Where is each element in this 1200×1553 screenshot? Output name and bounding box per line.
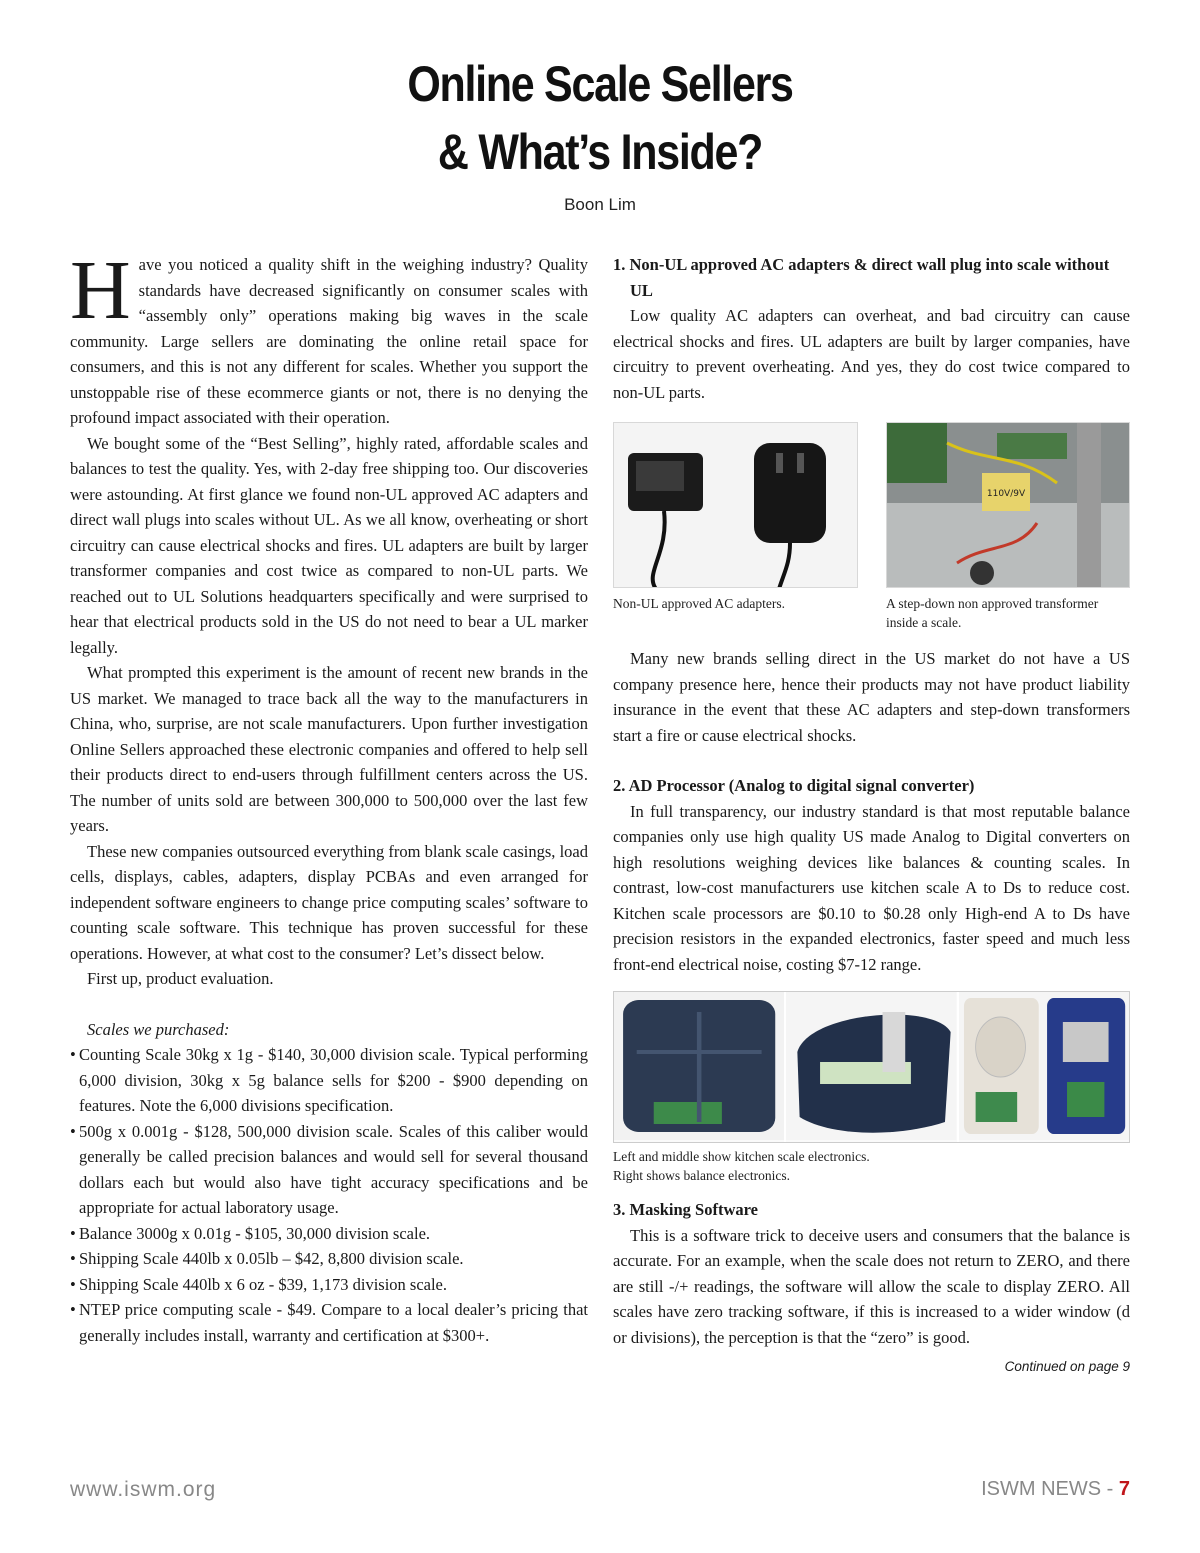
author-byline: Boon Lim xyxy=(564,195,636,214)
list-item: • NTEP price computing scale - $49. Compare to a local dealer’s pricing that generally includes install, warranty and certification at $300+. xyxy=(70,1297,588,1348)
intro-paragraph xyxy=(70,244,588,431)
figure-row-adapters xyxy=(613,422,1130,636)
scale-housing-icon xyxy=(614,992,784,1140)
page-number: 7 xyxy=(1118,1478,1130,1500)
section-1-text: Low quality AC adapters can overheat, and bad circuitry can cause electrical shocks and fires. UL adapters are built by larger companies, have circuitry to prevent overheating. And yes, they do cost twice compared to non-UL parts. xyxy=(613,306,1130,402)
section-3-text: This is a software trick to deceive users and consumers that the balance is accurate. For an example, when the scale does not return to ZERO, and there are still -/+ readings, the software will allow the scale to display ZERO. All scales have zero tracking software, if this is increased to a wider window (d or divisions), the perception is that the “zero” is good. xyxy=(613,1225,1130,1347)
list-item: • Counting Scale 30kg x 1g - $140, 30,000 division scale. Typical performing 6,000 division, 30kg x 5g balance sells for $200 - $900 depending on features. Note the 6,000 divisions specification. xyxy=(70,1042,588,1119)
caption-transformer: A step-down non approved transformer inside a scale. xyxy=(886,596,1099,630)
kitchen-scale-photo-left xyxy=(614,992,786,1142)
caption-electronics-line-2: Right shows balance electronics. xyxy=(613,1168,790,1183)
footer-news-label: ISWM NEWS - xyxy=(981,1478,1119,1500)
figure-adapters xyxy=(613,422,858,613)
scale-housing-icon xyxy=(786,992,956,1140)
paragraph-3: What prompted this experiment is the amount of recent new brands in the US market. We managed to trace back all the way to the manufacturers in China, who, surprise, are not scale manufacturers. Upon further investigation Online Sellers approached these electronic companies and offered to help sell their products direct to end-users through fulfillment centers across the US. The number of units sold are between 300,000 to 500,000 over the last few years. xyxy=(70,663,588,835)
paragraph-5: First up, product evaluation. xyxy=(87,969,274,988)
title-line-1: Online Scale Sellers xyxy=(407,56,793,112)
caption-electronics xyxy=(613,1147,1130,1185)
adapter-icon xyxy=(614,423,858,588)
section-heading-1: 1. Non-UL approved AC adapters & direct wall plug into scale without UL xyxy=(613,255,1110,300)
circuit-board-icon xyxy=(887,423,1130,588)
transformer-photo xyxy=(886,422,1130,588)
footer-publication xyxy=(981,1478,1130,1501)
caption-adapters: Non-UL approved AC adapters. xyxy=(613,596,785,611)
section-heading-2: 2. AD Processor (Analog to digital signal converter) xyxy=(613,776,975,795)
right-column xyxy=(613,252,1130,1380)
left-column xyxy=(70,244,588,1348)
article-title xyxy=(0,50,1200,186)
intro-text: ave you noticed a quality shift in the weighing industry? Quality standards have decreased significantly on consumer scales with “assembly only” operations making big waves in the scale community. Large sellers are dominating the online retail space for consumers, and this is not any different for scales. Whether you support the unstoppable rise of these ecommerce giants or not, there is no denying the profound impact associated with their operation. xyxy=(70,255,588,427)
list-heading: Scales we purchased: xyxy=(87,1019,230,1039)
list-item: • Shipping Scale 440lb x 6 oz - $39, 1,173 division scale. xyxy=(70,1272,588,1298)
figure-transformer xyxy=(886,422,1130,632)
list-item: • 500g x 0.001g - $128, 500,000 division scale. Scales of this caliber would generally be called precision balances and would sell for several thousand dollars each but would also have tight accuracy specifications and be appropriate for actual laboratory usage. xyxy=(70,1119,588,1221)
paragraph-4: These new companies outsourced everything from blank scale casings, load cells, displays, cables, adapters, display PCBAs and even arranged for independent software engineers to change price computing scales’ software to counting scale software. This technique has proven successful for these operations. However, at what cost to the consumer? Let’s dissect below. xyxy=(70,841,588,963)
list-item: • Shipping Scale 440lb x 0.05lb – $42, 8,800 division scale. xyxy=(70,1246,588,1272)
title-line-2: & What’s Inside? xyxy=(437,124,763,180)
footer-website: www.iswm.org xyxy=(70,1478,217,1501)
section-heading-3: 3. Masking Software xyxy=(613,1200,758,1219)
caption-electronics-line-1: Left and middle show kitchen scale electronics. xyxy=(613,1149,870,1164)
kitchen-scale-photo-middle xyxy=(786,992,958,1142)
section-2-text: In full transparency, our industry standard is that most reputable balance companies only use high quality US made Analog to Digital converters on high resolutions weighing devices like balances & counting scales. In contrast, low-cost manufacturers use kitchen scale A to Ds to reduce cost. Kitchen scale processors are $0.10 to $0.28 only High-end A to Ds have precision resistors in the expanded electronics, faster speed and much less front-end electrical noise, costing $7-12 range. xyxy=(613,801,1130,974)
balance-photo-right xyxy=(959,992,1129,1142)
adapters-photo xyxy=(613,422,858,588)
figure-electronics xyxy=(613,991,1130,1143)
transformer-label: 110V/9V xyxy=(986,489,1026,499)
section-1-followup: Many new brands selling direct in the US market do not have a US company presence here, hence their products may not have product liability insurance in the event that these AC adapters and step-down transformers start a fire or cause electrical shocks. xyxy=(613,649,1130,745)
list-item: • Balance 3000g x 0.01g - $105, 30,000 division scale. xyxy=(70,1221,588,1247)
continued-note: Continued on page 9 xyxy=(1004,1359,1130,1374)
scales-list xyxy=(70,1042,588,1348)
balance-electronics-icon xyxy=(959,992,1129,1140)
drop-cap: H xyxy=(70,244,131,337)
paragraph-2: We bought some of the “Best Selling”, highly rated, affordable scales and balances to test the quality. Yes, with 2-day free shipping too. Our discoveries were astounding. At first glance we found non-UL approved AC adapters and direct wall plugs into scales without UL. As we all know, overheating or short circuitry can cause electrical shocks and fires. UL adapters are built by larger transformer companies and cost twice as compared to non-UL parts. We reached out to UL Solutions headquarters specifically and were surprised to hear that electrical products sold in the US do not need to bear a UL marker legally. xyxy=(70,433,588,657)
